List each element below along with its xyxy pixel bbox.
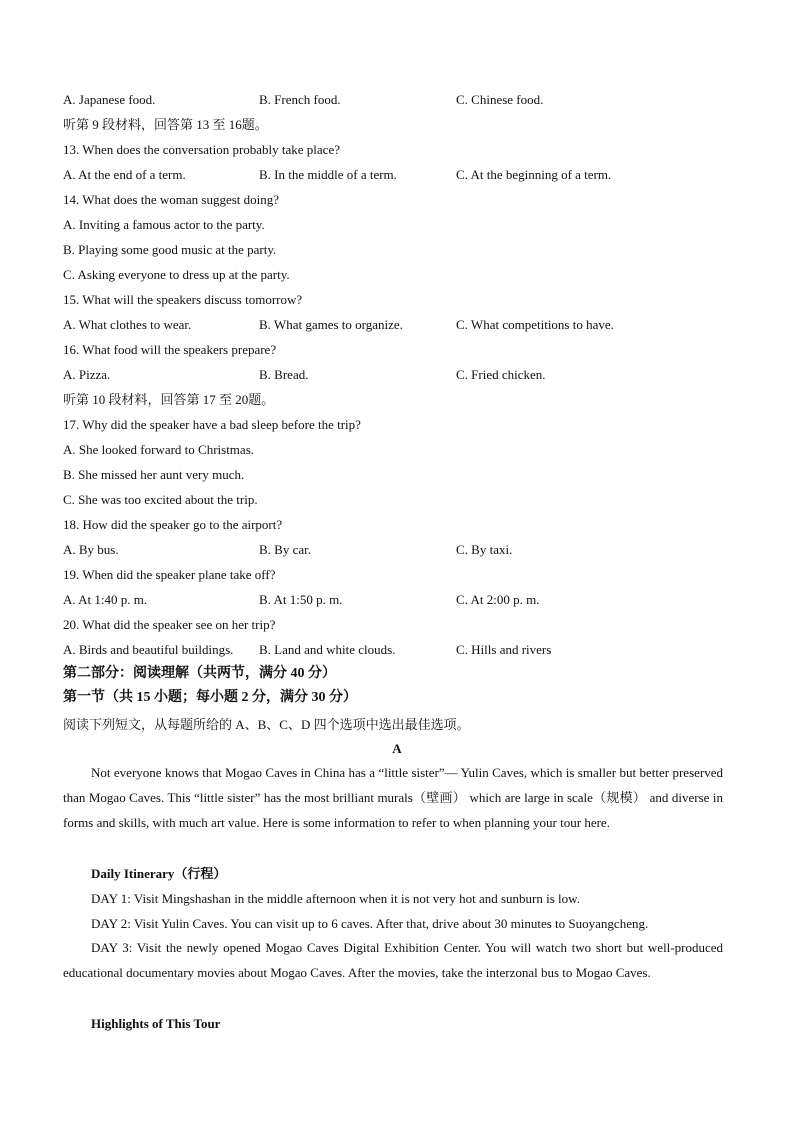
q19-option-c: C. At 2:00 p. m.	[456, 592, 540, 607]
section-9-instruction: 听第 9 段材料，回答第 13 至 16题。	[63, 117, 268, 132]
passage-letter: A	[392, 741, 402, 756]
q17-option-c: C. She was too excited about the trip.	[63, 492, 258, 507]
section1-heading: 第一节（共 15 小题；每小题 2 分，满分 30 分）	[63, 690, 357, 705]
itinerary-heading: Daily Itinerary（行程）	[91, 866, 227, 881]
q18-stem: 18. How did the speaker go to the airport?	[63, 517, 283, 532]
q17-option-a: A. She looked forward to Christmas.	[63, 442, 255, 457]
q20-option-c: C. Hills and rivers	[456, 642, 552, 657]
q12-option-c: C. Chinese food.	[456, 92, 544, 107]
section-10-instruction: 听第 10 段材料，回答第 17 至 20题。	[63, 392, 275, 407]
q19-option-a: A. At 1:40 p. m.	[63, 592, 148, 607]
q16-option-b: B. Bread.	[259, 367, 309, 382]
highlights-heading: Highlights of This Tour	[91, 1016, 221, 1031]
itinerary-day-1: DAY 1: Visit Mingshashan in the middle afternoon when it is not very hot and sunburn is low.	[91, 891, 580, 906]
q14-stem: 14. What does the woman suggest doing?	[63, 192, 280, 207]
q13-options	[63, 166, 763, 184]
q13-option-a: A. At the end of a term.	[63, 167, 186, 182]
q18-option-b: B. By car.	[259, 542, 311, 557]
itinerary-day-3: DAY 3: Visit the newly opened Mogao Caves Digital Exhibition Center. You will watch two short but well-produced educational documentary movies about Mogao Caves. After the movies, take the interzonal bus to Mogao Caves.	[63, 940, 723, 980]
q14-option-b: B. Playing some good music at the party.	[63, 242, 277, 257]
q15-options	[63, 316, 763, 334]
q16-stem: 16. What food will the speakers prepare?	[63, 342, 277, 357]
q20-option-a: A. Birds and beautiful buildings.	[63, 642, 234, 657]
part2-heading: 第二部分：阅读理解（共两节，满分 40 分）	[63, 666, 336, 681]
q13-option-c: C. At the beginning of a term.	[456, 167, 612, 182]
q17-option-b: B. She missed her aunt very much.	[63, 467, 245, 482]
q12-option-a: A. Japanese food.	[63, 92, 156, 107]
q18-option-a: A. By bus.	[63, 542, 119, 557]
q20-stem: 20. What did the speaker see on her trip?	[63, 617, 276, 632]
q13-stem: 13. When does the conversation probably take place?	[63, 142, 340, 157]
q16-options	[63, 366, 763, 384]
q12-options	[63, 91, 763, 109]
q18-option-c: C. By taxi.	[456, 542, 513, 557]
q15-stem: 15. What will the speakers discuss tomorrow?	[63, 292, 303, 307]
q16-option-c: C. Fried chicken.	[456, 367, 546, 382]
q20-option-b: B. Land and white clouds.	[259, 642, 396, 657]
q15-option-a: A. What clothes to wear.	[63, 317, 192, 332]
itinerary-day-2: DAY 2: Visit Yulin Caves. You can visit up to 6 caves. After that, drive about 30 minutes to Suoyangcheng.	[91, 916, 649, 931]
q19-stem: 19. When did the speaker plane take off?	[63, 567, 276, 582]
q17-stem: 17. Why did the speaker have a bad sleep before the trip?	[63, 417, 361, 432]
q14-option-c: C. Asking everyone to dress up at the party.	[63, 267, 290, 282]
q20-options	[63, 641, 763, 659]
q19-options	[63, 591, 763, 609]
q12-option-b: B. French food.	[259, 92, 341, 107]
q16-option-a: A. Pizza.	[63, 367, 111, 382]
q15-option-b: B. What games to organize.	[259, 317, 403, 332]
passage-paragraph: Not everyone knows that Mogao Caves in China has a “little sister”— Yulin Caves, which is smaller but better preserved than Mogao Caves. This “little sister” has the most brilliant murals（壁画） which are large in scale（规模） and diverse in forms and skills, with much art value. Here is some information to refer to when planning your tour here.	[63, 765, 723, 830]
q19-option-b: B. At 1:50 p. m.	[259, 592, 343, 607]
q13-option-b: B. In the middle of a term.	[259, 167, 397, 182]
q15-option-c: C. What competitions to have.	[456, 317, 614, 332]
q18-options	[63, 541, 763, 559]
reading-instruction: 阅读下列短文，从每题所给的 A、B、C、D 四个选项中选出最佳选项。	[63, 717, 470, 732]
q14-option-a: A. Inviting a famous actor to the party.	[63, 217, 265, 232]
